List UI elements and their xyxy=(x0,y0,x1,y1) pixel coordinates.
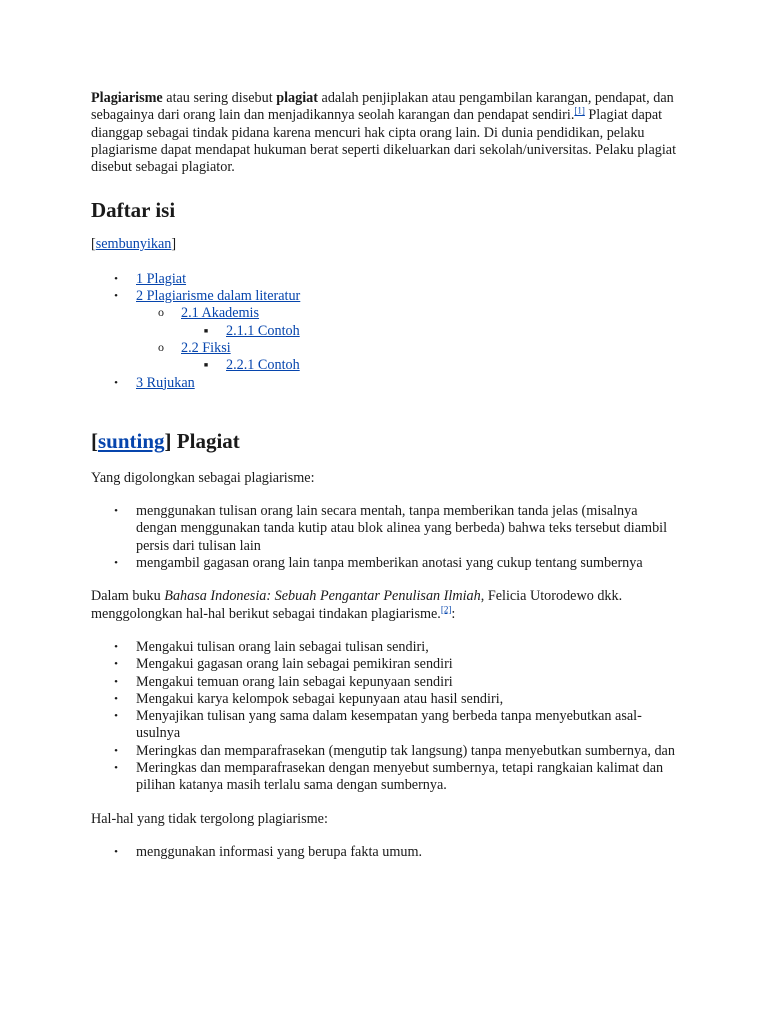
list-item: • Mengakui tulisan orang lain sebagai tulisan sendiri, xyxy=(91,639,681,656)
bullet-circle-icon: o xyxy=(158,339,164,354)
bullet-disc-icon: • xyxy=(114,557,118,570)
bullet-disc-icon: • xyxy=(114,845,118,858)
bullet-disc-icon: • xyxy=(114,675,118,688)
toc-toggle-line: [sembunyikan] xyxy=(91,236,177,253)
bullet-disc-icon: • xyxy=(114,505,118,518)
not-plagiarism-lead-paragraph: Hal-hal yang tidak tergolong plagiarisme: xyxy=(91,810,328,827)
bullet-circle-icon: o xyxy=(158,305,164,320)
edit-section-link[interactable]: sunting xyxy=(98,428,165,453)
bullet-square-icon: ■ xyxy=(203,361,209,370)
citation-1-link[interactable]: [1] xyxy=(574,105,585,116)
term-plagiarisme: Plagiarisme xyxy=(91,90,163,106)
book-title: Bahasa Indonesia: Sebuah Pengantar Penulisan Ilmiah xyxy=(164,588,481,605)
bullet-square-icon: ■ xyxy=(203,326,209,335)
toc-item-2-2 xyxy=(136,340,681,375)
toc-link-fiksi[interactable]: 2.2 Fiksi xyxy=(181,339,231,356)
toc-link-literatur[interactable]: 2 Plagiarisme dalam literatur xyxy=(136,288,301,305)
list-item: • Mengakui karya kelompok sebagai kepunyaan atau hasil sendiri, xyxy=(91,691,681,708)
toc-hide-link[interactable]: sembunyikan xyxy=(95,236,172,253)
toc-subsublist xyxy=(181,323,681,340)
table-of-contents xyxy=(91,271,681,392)
bullet-disc-icon: • xyxy=(114,376,118,389)
toc-item-2-1 xyxy=(136,305,681,340)
list-item: • mengambil gagasan orang lain tanpa memberikan anotasi yang cukup tentang sumbernya xyxy=(91,555,681,572)
list-item: • Mengakui gagasan orang lain sebagai pemikiran sendiri xyxy=(91,656,681,673)
bullet-disc-icon: • xyxy=(114,692,118,705)
bullet-disc-icon: • xyxy=(114,744,118,757)
toc-item-1 xyxy=(91,271,681,288)
section-lead-paragraph: Yang digolongkan sebagai plagiarisme: xyxy=(91,469,315,486)
toc-item-2-1-1 xyxy=(181,323,681,340)
list-item: • Meringkas dan memparafrasekan (mengutip tak langsung) tanpa menyebutkan sumbernya, dan xyxy=(91,743,681,760)
toc-item-2-2-1 xyxy=(181,357,681,374)
list-item: • Meringkas dan memparafrasekan dengan menyebut sumbernya, tetapi rangkaian kalimat dan pilihan katanya masih terlalu sama dengan sumbernya. xyxy=(91,760,681,795)
article-body xyxy=(91,90,681,861)
book-reference-paragraph: Dalam buku Bahasa Indonesia: Sebuah Pengantar Penulisan Ilmiah, Felicia Utorodewo dkk. menggolongkan hal-hal berikut sebagai tindakan plagiarisme.[2]: xyxy=(91,588,623,622)
toc-heading: Daftar isi xyxy=(91,198,176,223)
list-item: • Mengakui temuan orang lain sebagai kepunyaan sendiri xyxy=(91,674,681,691)
plagiarism-list xyxy=(91,503,681,572)
list-item: • menggunakan tulisan orang lain secara mentah, tanpa memberikan tanda jelas (misalnya dengan menggunakan tanda kutip atau blok alinea yang berbeda) bahwa teks tersebut diambil persis dari tulisan lain xyxy=(91,503,681,555)
toc-link-akademis[interactable]: 2.1 Akademis xyxy=(181,305,260,322)
toc-link-contoh-akademis[interactable]: 2.1.1 Contoh xyxy=(226,322,300,339)
toc-link-plagiat[interactable]: 1 Plagiat xyxy=(136,270,187,287)
bullet-disc-icon: • xyxy=(114,762,118,775)
toc-item-2 xyxy=(91,288,681,374)
list-item: • menggunakan informasi yang berupa fakta umum. xyxy=(91,844,681,861)
bullet-disc-icon: • xyxy=(114,290,118,303)
intro-paragraph: Plagiarisme atau sering disebut plagiat adalah penjiplakan atau pengambilan karangan, pendapat, dan sebagainya dari orang lain dan menjadikannya seolah karangan dan pendapat sendiri.[1] Plagiat dapat dianggap sebagai tindak pidana karena mencuri hak cipta orang lain. Di dunia pendidikan, pelaku plagiarisme dapat mendapat hukuman berat seperti dikeluarkan dari sekolah/universitas. Pelaku plagiat disebut sebagai plagiator. xyxy=(91,90,677,176)
toc-link-rujukan[interactable]: 3 Rujukan xyxy=(136,374,195,391)
list-item: • Menyajikan tulisan yang sama dalam kesempatan yang berbeda tanpa menyebutkan asal-usulnya xyxy=(91,708,681,743)
toc-subsublist xyxy=(181,357,681,374)
term-plagiat: plagiat xyxy=(276,90,318,106)
bullet-disc-icon: • xyxy=(114,272,118,285)
toc-item-3 xyxy=(91,375,681,392)
bullet-disc-icon: • xyxy=(114,710,118,723)
citation-2-link[interactable]: [2] xyxy=(440,603,452,614)
bullet-disc-icon: • xyxy=(114,640,118,653)
toc-link-contoh-fiksi[interactable]: 2.2.1 Contoh xyxy=(226,357,300,374)
toc-sublist xyxy=(91,305,681,374)
plagiarism-actions-list xyxy=(91,639,681,795)
section-heading-plagiat: [sunting] Plagiat xyxy=(91,428,240,453)
bullet-disc-icon: • xyxy=(114,658,118,671)
not-plagiarism-list xyxy=(91,844,681,861)
